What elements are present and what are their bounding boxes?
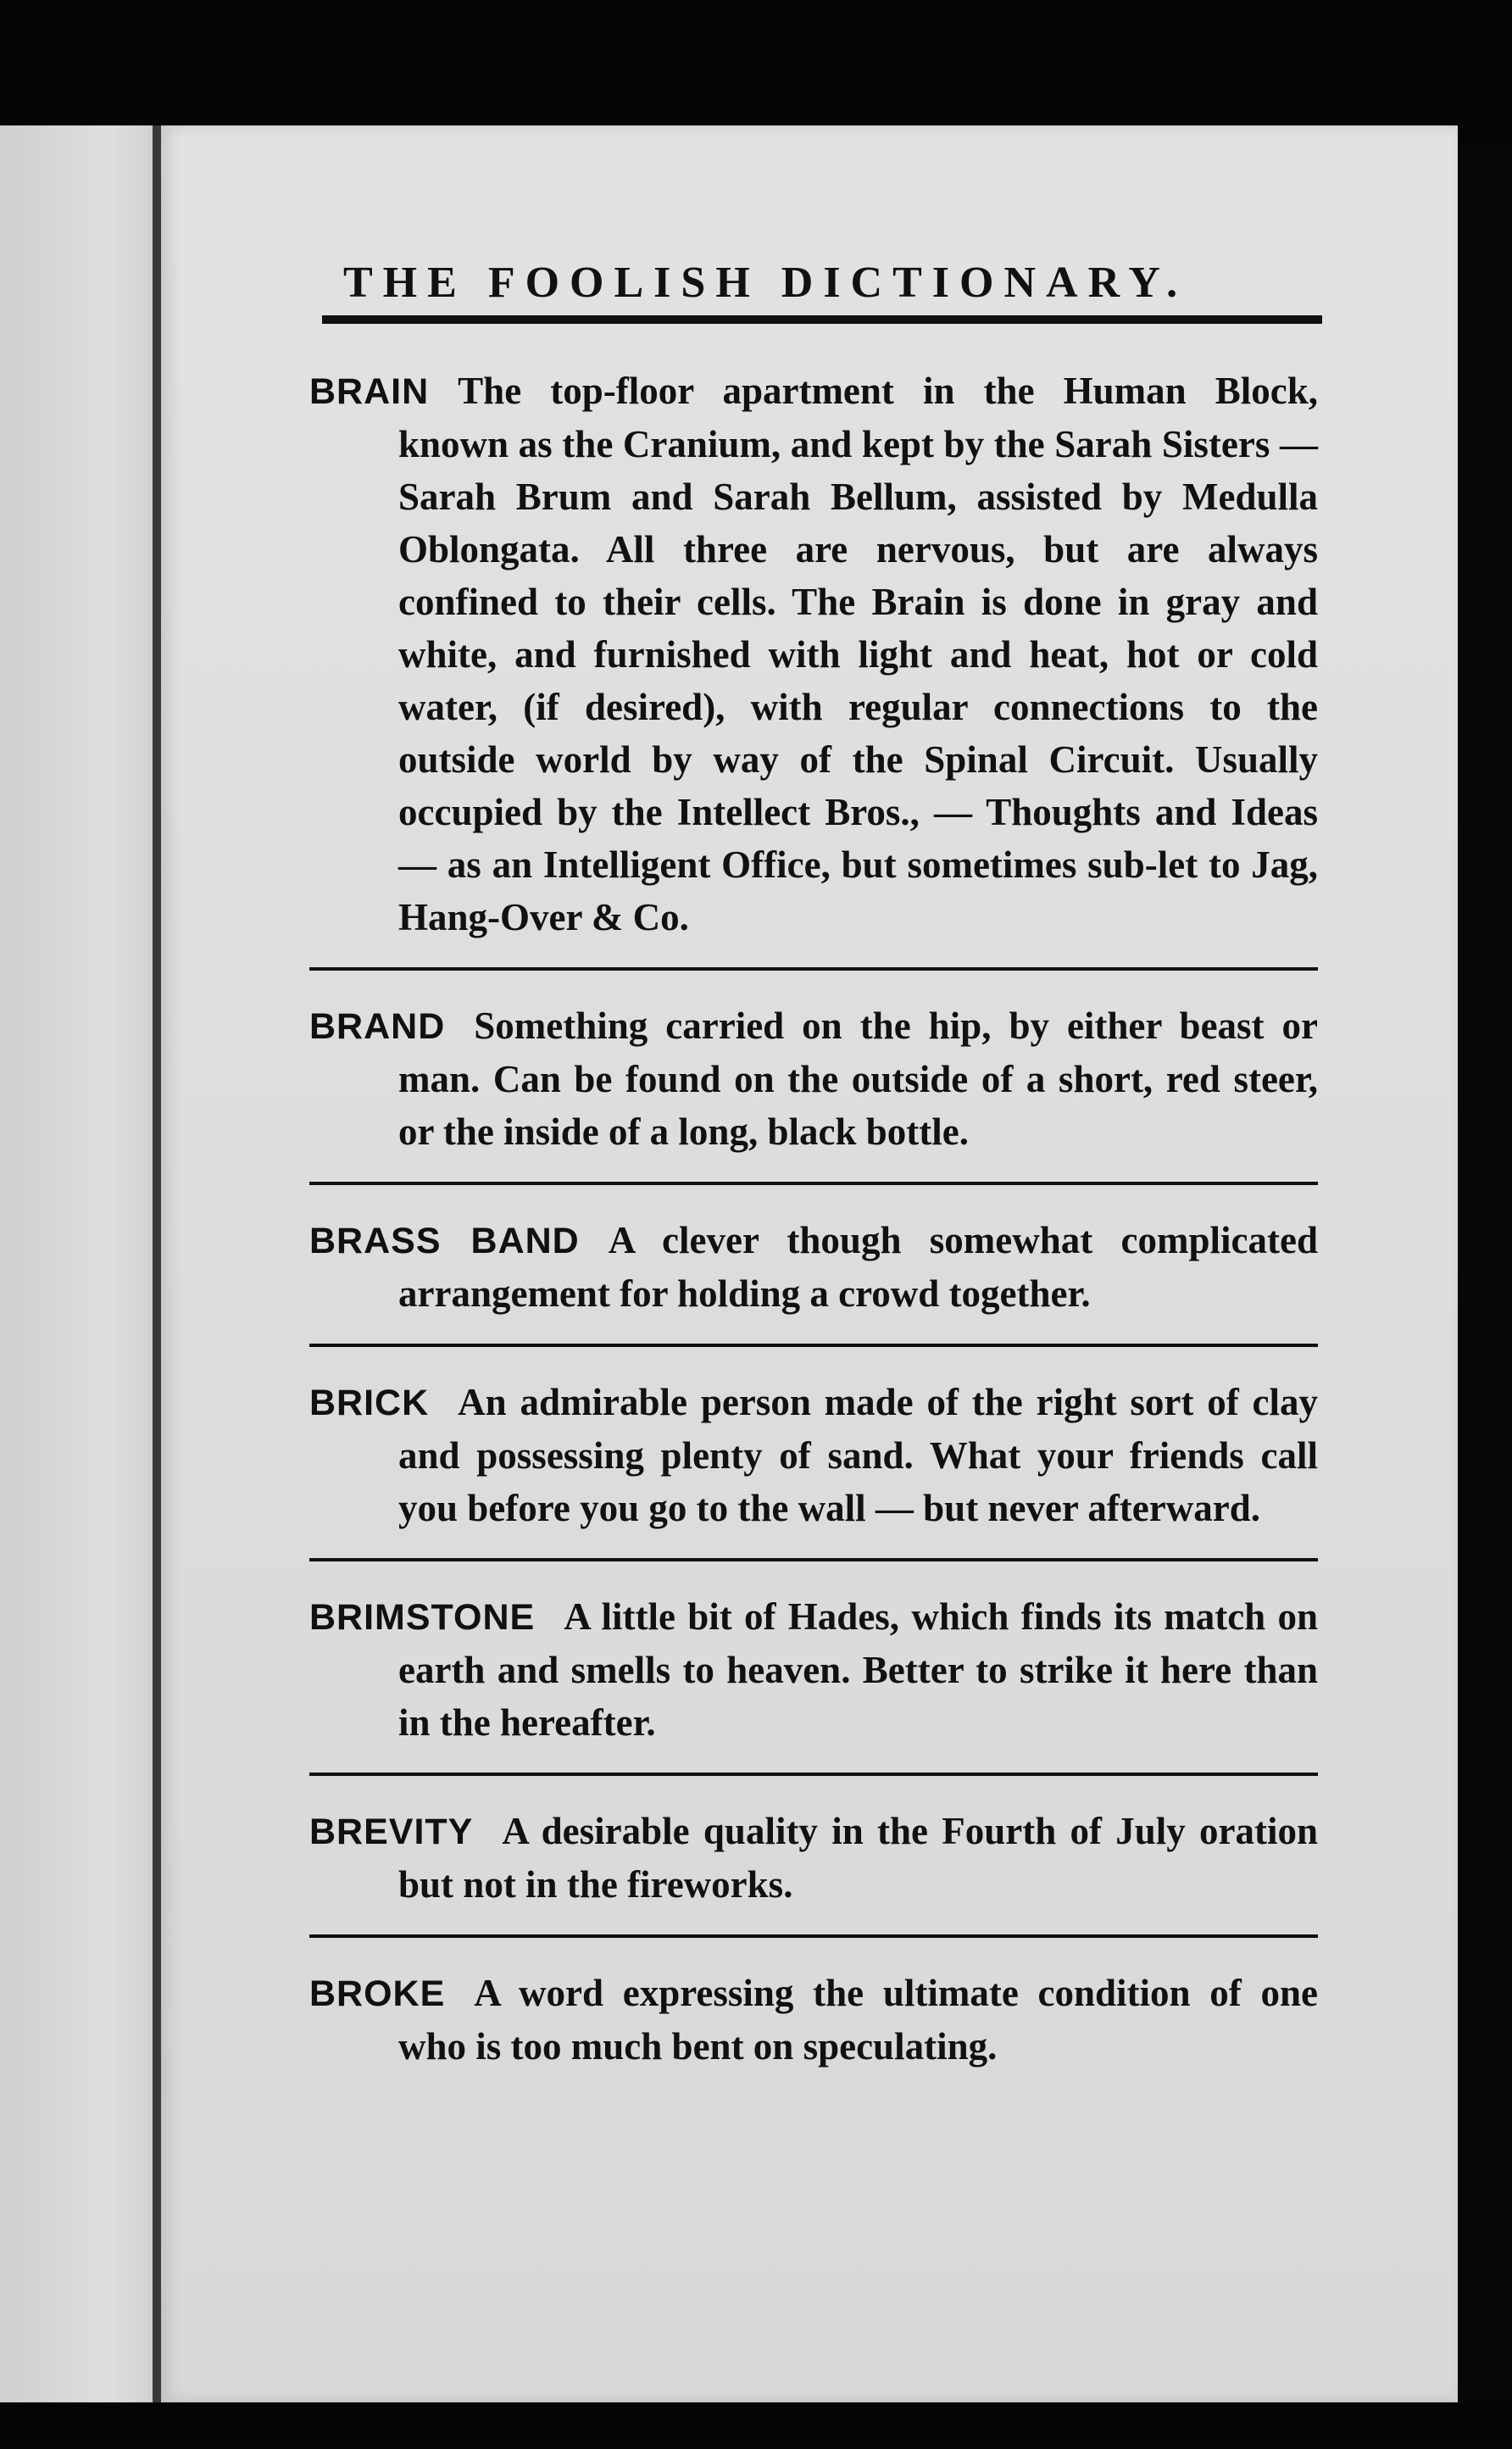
entry-paragraph: [309, 1805, 1318, 1911]
dictionary-entry: [309, 365, 1318, 943]
entry-paragraph: [309, 999, 1318, 1158]
header-rule: [322, 315, 1322, 324]
entry-term: BROKE: [309, 1973, 446, 2014]
entry-divider: [309, 1182, 1318, 1185]
dictionary-entry: [309, 1376, 1318, 1534]
entry-term: BRICK: [309, 1383, 430, 1423]
entry-term: BRASS BAND: [309, 1221, 580, 1261]
dictionary-entry: [309, 1214, 1318, 1320]
entry-paragraph: [309, 1967, 1318, 2073]
entry-paragraph: [309, 1590, 1318, 1749]
scan-border: [1458, 144, 1512, 2402]
entry-definition: A little bit of Hades, which finds its match on earth and smells to heaven. Better to strike it here than in the hereafter.: [398, 1595, 1318, 1744]
entry-divider: [309, 1344, 1318, 1347]
entry-definition: A word expressing the ultimate condition of one who is too much bent on speculating.: [398, 1972, 1318, 2068]
book-gutter: [153, 125, 161, 2402]
entry-divider: [309, 1934, 1318, 1938]
entry-paragraph: [309, 1376, 1318, 1534]
entry-divider: [309, 1558, 1318, 1561]
entry-term: BRAND: [309, 1006, 446, 1047]
entry-definition: A clever though somewhat complicated arrangement for holding a crowd together.: [398, 1219, 1319, 1315]
dictionary-entry: [309, 1967, 1318, 2073]
entry-paragraph: [309, 365, 1318, 943]
dictionary-entry: [309, 1590, 1318, 1749]
entry-definition: An admirable person made of the right sort of clay and possessing plenty of sand. What your friends call you before you go to the wall — but never afterward.: [398, 1381, 1318, 1529]
entry-divider: [309, 967, 1318, 971]
dictionary-entry: [309, 1805, 1318, 1911]
dictionary-entry: [309, 999, 1318, 1158]
entry-term: BRAIN: [309, 371, 430, 412]
entry-definition: The top-floor apartment in the Human Block, known as the Cranium, and kept by the Sarah Sisters — Sarah Brum and Sarah Bellum, assisted by Medulla Oblongata. All three are nervous, but are always confined to their cells. The Brain is done in gray and white, and furnished with light and heat, hot or cold water, (if desired), with regular connections to the outside world by way of the Spinal Circuit. Usually occupied by the Intellect Bros., — Thoughts and Ideas — as an Intelligent Office, but sometimes sub-let to Jag, Hang-Over & Co.: [398, 370, 1318, 938]
entry-definition: A desirable quality in the Fourth of July oration but not in the fireworks.: [398, 1810, 1318, 1906]
entry-term: BRIMSTONE: [309, 1597, 536, 1638]
facing-page-edge: [0, 125, 161, 2402]
dictionary-entries: [309, 365, 1318, 2073]
entry-term: BREVITY: [309, 1812, 474, 1852]
entry-definition: Something carried on the hip, by either beast or man. Can be found on the outside of a short, red steer, or the inside of a long, black bottle.: [398, 1005, 1318, 1153]
entry-divider: [309, 1773, 1318, 1776]
entry-paragraph: [309, 1214, 1318, 1320]
running-header: THE FOOLISH DICTIONARY.: [343, 259, 1188, 307]
